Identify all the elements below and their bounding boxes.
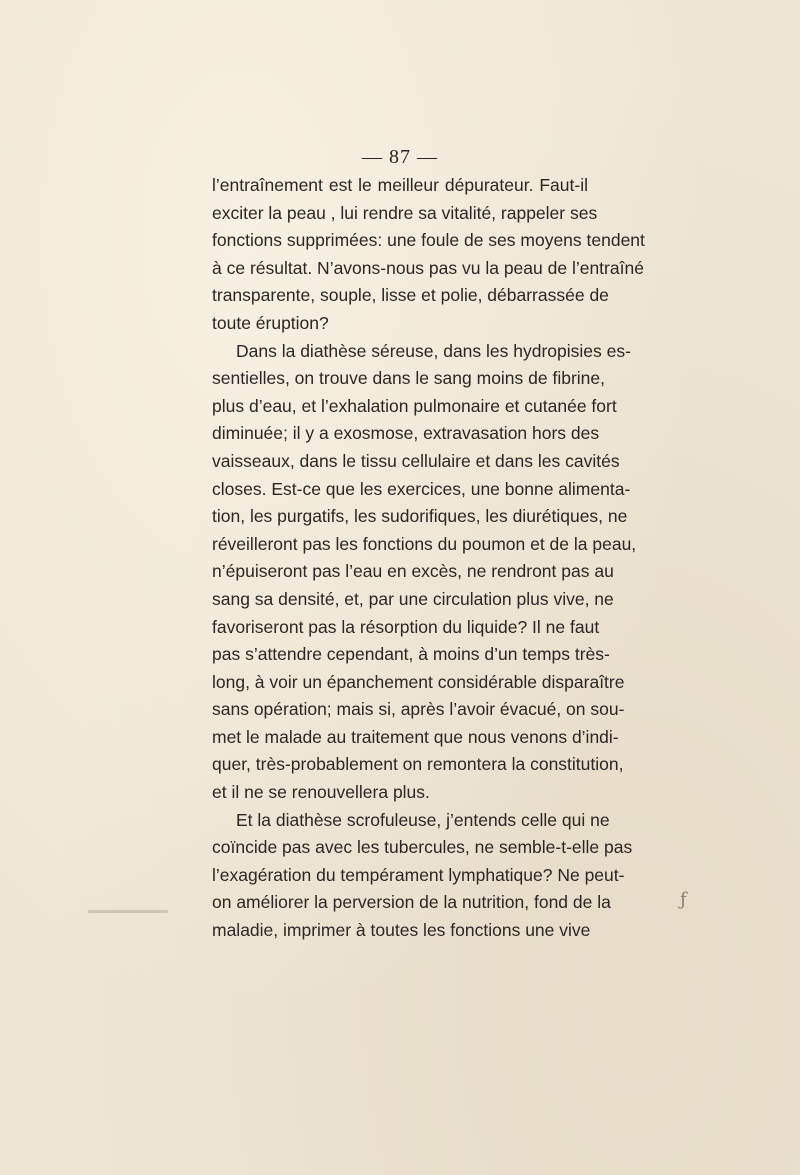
catchword-mark: ƒ [680, 889, 687, 910]
text-line: quer, très-probablement on remontera la constitution, [212, 754, 624, 775]
body-text [212, 172, 645, 945]
text-line: l’entraînement est le meilleur dépurateur. Faut-il [212, 175, 588, 195]
text-line: transparente, souple, lisse et polie, débarrassée de [212, 285, 609, 306]
text-line: toute éruption? [212, 312, 329, 333]
page-number: — 87 — [362, 146, 438, 168]
ink-smudge [88, 910, 168, 913]
text-line: sang sa densité, et, par une circulation plus vive, ne [212, 588, 614, 609]
text-line: long, à voir un épanchement considérable disparaître [212, 671, 625, 692]
text-line: sentielles, on trouve dans le sang moins de fibrine, [212, 368, 606, 389]
text-line: diminuée; il y a exosmose, extravasation hors des [212, 423, 600, 444]
paragraph-start-line: Dans la diathèse séreuse, dans les hydropisies es- [236, 340, 631, 361]
text-line: fonctions supprimées: une foule de ses moyens tendent [212, 230, 645, 251]
text-line: sans opération; mais si, après l’avoir évacué, on sou- [212, 699, 625, 720]
text-line: et il ne se renouvellera plus. [212, 782, 430, 803]
text-line: pas s’attendre cependant, à moins d’un temps très- [212, 644, 610, 665]
text-line: tion, les purgatifs, les sudorifiques, les diurétiques, ne [212, 506, 628, 527]
text-line: on améliorer la perversion de la nutrition, fond de la [212, 892, 611, 913]
text-line: réveilleront pas les fonctions du poumon et de la peau, [212, 533, 637, 554]
paragraph-start-line: Et la diathèse scrofuleuse, j’entends celle qui ne [236, 809, 610, 830]
text-line: plus d’eau, et l’exhalation pulmonaire et cutanée fort [212, 395, 617, 416]
text-line: closes. Est-ce que les exercices, une bonne alimenta- [212, 478, 631, 499]
text-line: exciter la peau , lui rendre sa vitalité, rappeler ses [212, 202, 598, 223]
text-line: coïncide pas avec les tubercules, ne semble-t-elle pas [212, 837, 633, 858]
text-line: l’exagération du tempérament lymphatique? Ne peut- [212, 864, 625, 885]
text-line: met le malade au traitement que nous venons d’indi- [212, 726, 619, 747]
text-line: vaisseaux, dans le tissu cellulaire et dans les cavités [212, 450, 620, 471]
text-line: à ce résultat. N’avons-nous pas vu la peau de l’entraîné [212, 257, 644, 278]
text-line: favoriseront pas la résorption du liquide? Il ne faut [212, 616, 600, 637]
text-line: maladie, imprimer à toutes les fonctions une vive [212, 920, 591, 941]
text-line: n’épuiseront pas l’eau en excès, ne rendront pas au [212, 561, 614, 582]
